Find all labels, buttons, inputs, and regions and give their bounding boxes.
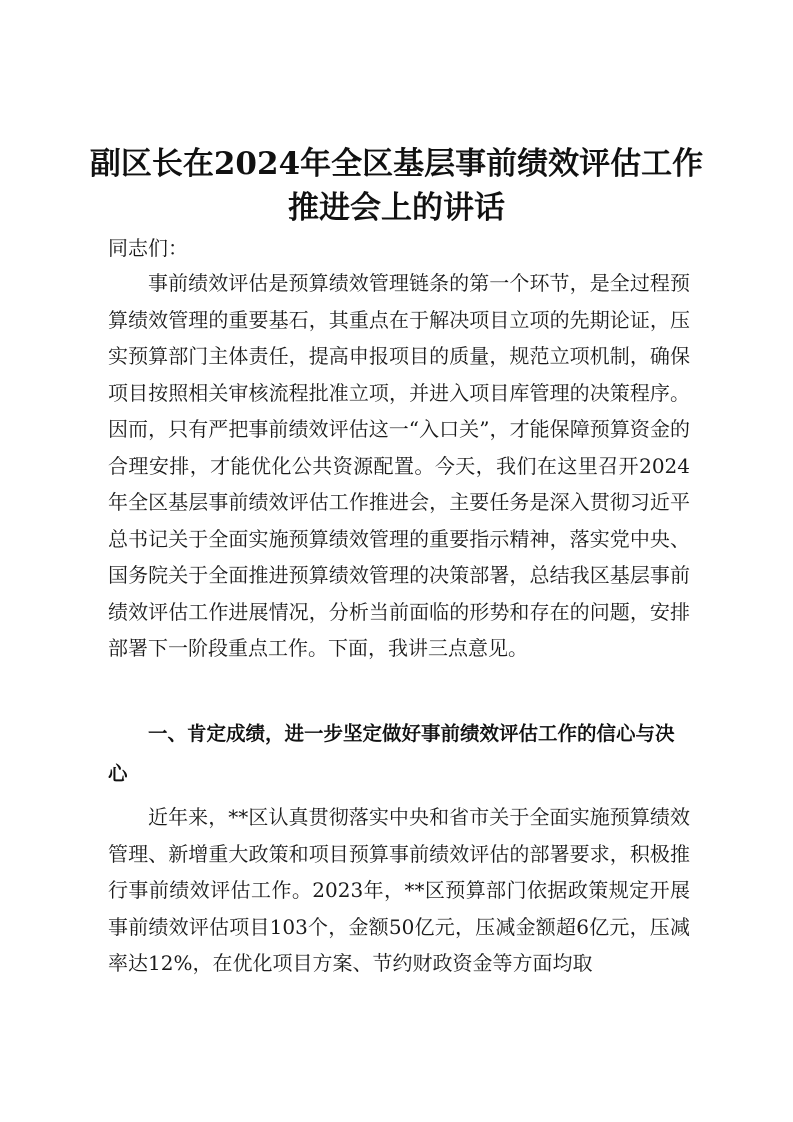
salutation: 同志们： [108, 236, 188, 260]
paragraph-intro: 事前绩效评估是预算绩效管理链条的第一个环节，是全过程预算绩效管理的重要基石，其重点在于解决项目立项的先期论证，压实预算部门主体责任，提高申报项目的质量，规范立项机制，确保项目按照相关审核流程批准立项，并进入项目库管理的决策程序。因而，只有严把事前绩效评估这一“入口关”，才能保障预算资金的合理安排，才能优化公共资源配置。今天，我们在这里召开2024年全区基层事前绩效评估工作推进会，主要任务是深入贯彻习近平总书记关于全面实施预算绩效管理的重要指示精神，落实党中央、国务院关于全面推进预算绩效管理的决策部署，总结我区基层事前绩效评估工作进展情况，分析当前面临的形势和存在的问题，安排部署下一阶段重点工作。下面，我讲三点意见。 [108, 271, 690, 660]
document-title-line-2: 推进会上的讲话 [288, 190, 505, 226]
paragraph-achievements: 近年来，**区认真贯彻落实中央和省市关于全面实施预算绩效管理、新增重大政策和项目预算事前绩效评估的部署要求，积极推行事前绩效评估工作。2023年，**区预算部门依据政策规定开展事前绩效评估项目103个，金额50亿元，压减金额超6亿元，压减率达12%，在优化项目方案、节约财政资金等方面均取 [108, 805, 690, 975]
section-heading-1: 一、肯定成绩，进一步坚定做好事前绩效评估工作的信心与决心 [108, 722, 675, 785]
document-title-line-1: 副区长在2024年全区基层事前绩效评估工作 [89, 146, 704, 182]
